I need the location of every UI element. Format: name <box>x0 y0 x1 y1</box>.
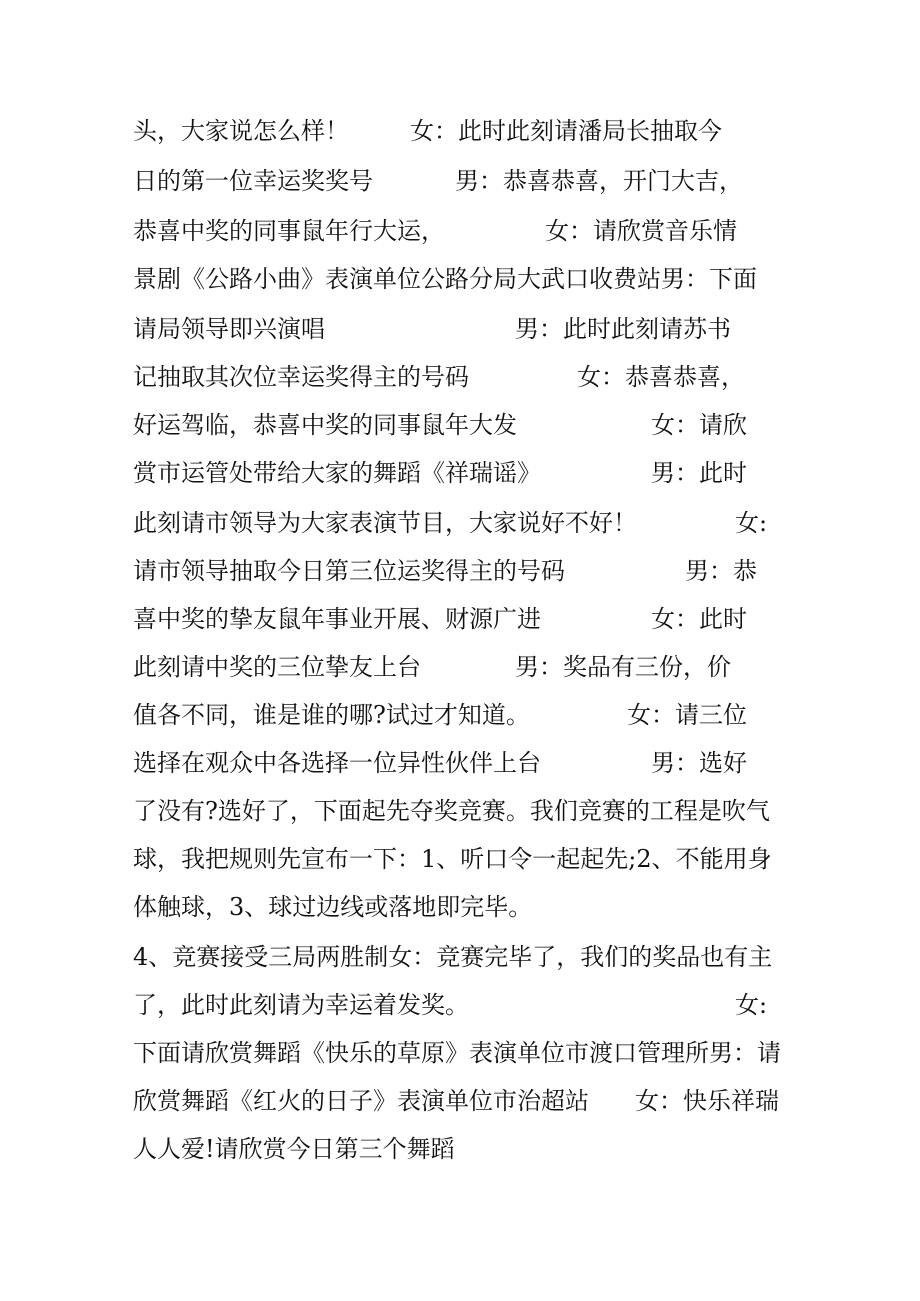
text-line-5 <box>133 312 731 346</box>
line-3-part-b: 女：请欣赏音乐情 <box>545 217 737 245</box>
text-line-1 <box>133 114 722 148</box>
line-13-part-a: 值各不同，谁是谁的哪?试过才知道。 <box>133 701 530 729</box>
line-17-part-a: 体触球，3、球过边线或落地即完毕。 <box>133 893 533 921</box>
text-line-19 <box>133 988 768 1022</box>
text-line-20 <box>133 1036 781 1070</box>
line-19-part-b: 女: <box>735 991 768 1019</box>
line-2-part-a: 日的第一位幸运奖奖号 <box>133 167 373 195</box>
line-5-part-a: 请局领导即兴演唱 <box>133 315 325 343</box>
text-line-8 <box>133 456 747 490</box>
line-5-part-b: 男：此时此刻请苏书 <box>515 315 731 343</box>
line-4-part-a: 景剧《公路小曲》表演单位公路分局大武口收费站男：下面 <box>133 265 757 293</box>
text-line-16 <box>133 842 772 876</box>
text-line-15 <box>133 794 770 828</box>
line-18-part-a: 4、竞赛接受三局两胜制女：竞赛完毕了，我们的奖品也有主 <box>133 943 773 971</box>
text-line-10 <box>133 554 757 588</box>
line-3-part-a: 恭喜中奖的同事鼠年行大运， <box>133 217 445 245</box>
line-1-part-a: 头，大家说怎么样！ <box>133 117 349 145</box>
line-15-part-a: 了没有?选好了，下面起先夺奖竞赛。我们竞赛的工程是吹气 <box>133 797 770 825</box>
text-line-12 <box>133 650 731 684</box>
line-1-part-b: 女：此时此刻请潘局长抽取今 <box>410 117 722 145</box>
line-2-part-b: 男：恭喜恭喜，开门大吉， <box>455 167 743 195</box>
line-11-part-a: 喜中奖的挚友鼠年事业开展、财源广进 <box>133 605 541 633</box>
line-12-part-b: 男：奖品有三份，价 <box>515 653 731 681</box>
line-16-part-a: 球，我把规则先宣布一下：1、听口令一起起先;2、不能用身 <box>133 845 772 873</box>
text-line-22 <box>133 1132 455 1166</box>
line-22-part-a: 人人爱!请欣赏今日第三个舞蹈 <box>133 1135 455 1163</box>
line-13-part-b: 女：请三位 <box>627 701 747 729</box>
line-9-part-b: 女: <box>735 509 768 537</box>
text-line-2 <box>133 164 743 198</box>
line-11-part-b: 女：此时 <box>651 605 747 633</box>
text-line-9 <box>133 506 768 540</box>
text-line-11 <box>133 602 747 636</box>
line-14-part-a: 选择在观众中各选择一位异性伙伴上台 <box>133 749 541 777</box>
line-7-part-a: 好运驾临，恭喜中奖的同事鼠年大发 <box>133 411 517 439</box>
line-10-part-b: 男：恭 <box>685 557 757 585</box>
line-10-part-a: 请市领导抽取今日第三位运奖得主的号码 <box>133 557 565 585</box>
line-8-part-a: 赏市运管处带给大家的舞蹈《祥瑞谣》 <box>133 459 541 487</box>
text-line-21 <box>133 1084 779 1118</box>
text-line-18 <box>133 940 773 974</box>
text-line-14 <box>133 746 747 780</box>
line-12-part-a: 此刻请中奖的三位挚友上台 <box>133 653 421 681</box>
line-20-part-a: 下面请欣赏舞蹈《快乐的草原》表演单位市渡口管理所男：请 <box>133 1039 781 1067</box>
text-line-4 <box>133 262 757 296</box>
line-8-part-b: 男：此时 <box>651 459 747 487</box>
line-9-part-a: 此刻请市领导为大家表演节目，大家说好不好！ <box>133 509 637 537</box>
text-line-13 <box>133 698 747 732</box>
line-21-part-a: 欣赏舞蹈《红火的日子》表演单位市治超站 <box>133 1087 589 1115</box>
line-19-part-a: 了，此时此刻请为幸运着发奖。 <box>133 991 469 1019</box>
line-21-part-b: 女：快乐祥瑞 <box>635 1087 779 1115</box>
line-6-part-b: 女：恭喜恭喜， <box>577 363 745 391</box>
line-14-part-b: 男：选好 <box>651 749 747 777</box>
line-6-part-a: 记抽取其次位幸运奖得主的号码 <box>133 363 469 391</box>
line-7-part-b: 女：请欣 <box>651 411 747 439</box>
text-line-17 <box>133 890 533 924</box>
text-line-3 <box>133 214 737 248</box>
text-line-7 <box>133 408 747 442</box>
text-line-6 <box>133 360 745 394</box>
